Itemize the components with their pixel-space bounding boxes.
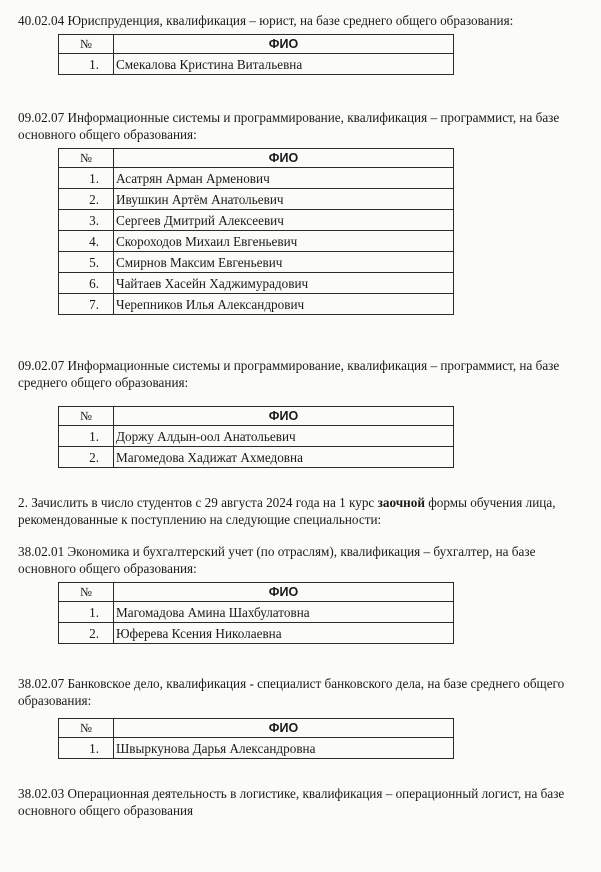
row-num: 7.	[59, 294, 114, 315]
enroll-paragraph	[18, 494, 596, 528]
row-num: 2.	[59, 623, 114, 644]
table-row	[59, 54, 454, 75]
table-row	[59, 447, 454, 468]
row-num: 3.	[59, 210, 114, 231]
table-header-row	[59, 407, 454, 426]
row-name: Сергеев Дмитрий Алексеевич	[114, 210, 454, 231]
row-name: Магомадова Амина Шахбулатовна	[114, 602, 454, 623]
students-table	[58, 718, 454, 759]
row-num: 5.	[59, 252, 114, 273]
row-name: Магомедова Хадижат Ахмедовна	[114, 447, 454, 468]
section-it-basic	[18, 109, 594, 315]
row-num: 1.	[59, 54, 114, 75]
section-banking	[18, 675, 594, 759]
col-num-header: №	[59, 583, 114, 602]
row-name: Чайтаев Хасейн Хаджимурадович	[114, 273, 454, 294]
row-name: Швыркунова Дарья Александровна	[114, 738, 454, 759]
col-fio-header: ФИО	[114, 35, 454, 54]
row-name: Юферева Ксения Николаевна	[114, 623, 454, 644]
table-row	[59, 231, 454, 252]
row-name: Смирнов Максим Евгеньевич	[114, 252, 454, 273]
col-fio-header: ФИО	[114, 149, 454, 168]
section-it-secondary	[18, 357, 594, 468]
table-row	[59, 210, 454, 231]
table-header-row	[59, 583, 454, 602]
row-num: 1.	[59, 426, 114, 447]
col-num-header: №	[59, 407, 114, 426]
row-num: 2.	[59, 189, 114, 210]
section-title: 38.02.03 Операционная деятельность в логистике, квалификация – операционный логист, на базе основного общего образования	[18, 786, 565, 818]
section-law	[18, 12, 594, 75]
section-title: 38.02.01 Экономика и бухгалтерский учет (по отраслям), квалификация – бухгалтер, на базе основного общего образования:	[18, 544, 536, 576]
col-fio-header: ФИО	[114, 583, 454, 602]
row-num: 4.	[59, 231, 114, 252]
table-row	[59, 294, 454, 315]
row-num: 6.	[59, 273, 114, 294]
table-header-row	[59, 719, 454, 738]
row-name: Ивушкин Артём Анатольевич	[114, 189, 454, 210]
table-row	[59, 738, 454, 759]
table-row	[59, 252, 454, 273]
table-row	[59, 623, 454, 644]
table-row	[59, 602, 454, 623]
students-table	[58, 34, 454, 75]
students-table	[58, 148, 454, 315]
row-num: 1.	[59, 738, 114, 759]
col-num-header: №	[59, 719, 114, 738]
students-table	[58, 406, 454, 468]
table-header-row	[59, 35, 454, 54]
table-row	[59, 426, 454, 447]
enroll-text-after: формы обучения лица, рекомендованные к поступлению на следующие специальности:	[18, 495, 556, 527]
enroll-text-bold: заочной	[377, 495, 425, 510]
row-name: Черепников Илья Александрович	[114, 294, 454, 315]
section-logistics	[18, 785, 594, 819]
section-title: 09.02.07 Информационные системы и программирование, квалификация – программист, на базе среднего общего образования:	[18, 358, 560, 390]
row-num: 2.	[59, 447, 114, 468]
row-num: 1.	[59, 602, 114, 623]
col-fio-header: ФИО	[114, 407, 454, 426]
table-row	[59, 168, 454, 189]
section-title: 38.02.07 Банковское дело, квалификация - специалист банковского дела, на базе среднего общего образования:	[18, 676, 565, 708]
section-accounting	[18, 543, 594, 644]
row-num: 1.	[59, 168, 114, 189]
table-row	[59, 189, 454, 210]
row-name: Доржу Алдын-оол Анатольевич	[114, 426, 454, 447]
col-num-header: №	[59, 35, 114, 54]
students-table	[58, 582, 454, 644]
section-title: 40.02.04 Юриспруденция, квалификация – юрист, на базе среднего общего образования:	[18, 13, 514, 28]
table-header-row	[59, 149, 454, 168]
table-row	[59, 273, 454, 294]
enroll-text-before: 2. Зачислить в число студентов с 29 августа 2024 года на 1 курс	[18, 495, 378, 510]
row-name: Смекалова Кристина Витальевна	[114, 54, 454, 75]
col-num-header: №	[59, 149, 114, 168]
section-title: 09.02.07 Информационные системы и программирование, квалификация – программист, на базе основного общего образования:	[18, 110, 560, 142]
col-fio-header: ФИО	[114, 719, 454, 738]
row-name: Асатрян Арман Арменович	[114, 168, 454, 189]
row-name: Скороходов Михаил Евгеньевич	[114, 231, 454, 252]
